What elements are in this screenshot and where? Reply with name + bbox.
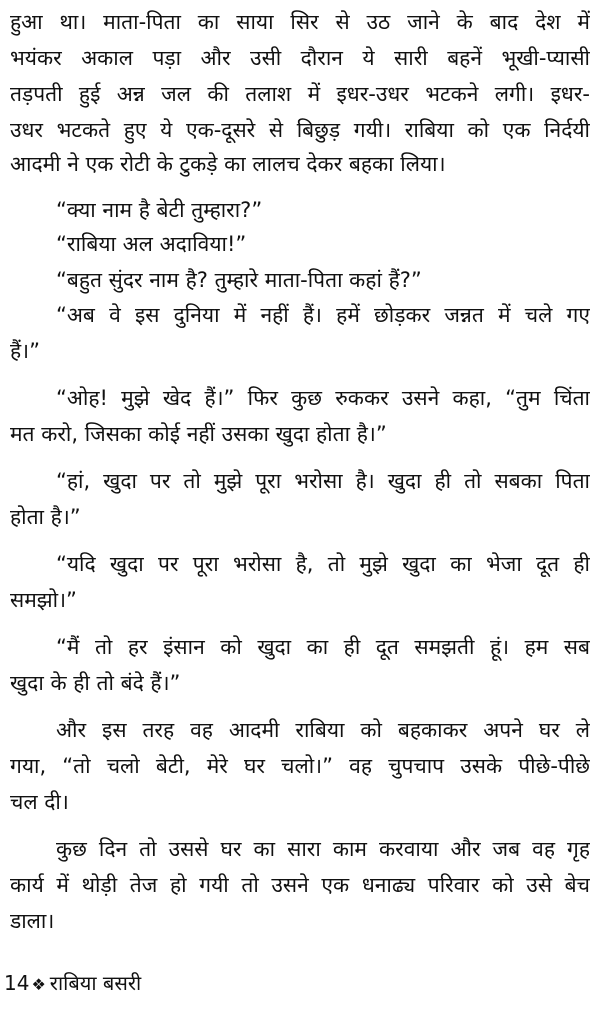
text-line: उधर भटकते हुए ये एक-दूसरे से बिछुड़ गयी। राबिया को एक निर्दयी [10, 118, 590, 142]
text-line: तड़पती हुई अन्न जल की तलाश में इधर-उधर भटकने लगी। इधर- [10, 82, 590, 106]
dialogue-line: “मैं तो हर इंसान को खुदा का ही दूत समझती हूं। हम सब [56, 635, 590, 659]
dialogue-line: “हां, खुदा पर तो मुझे पूरा भरोसा है। खुदा ही तो सबका पिता [56, 469, 590, 493]
dialogue-line: मत करो, जिसका कोई नहीं उसका खुदा होता है।” [10, 422, 387, 446]
dialogue-line: “ओह! मुझे खेद हैं।” फिर कुछ रुककर उसने कहा, “तुम चिंता [56, 386, 590, 410]
page-footer [4, 968, 141, 1000]
book-title: राबिया बसरी [49, 971, 142, 995]
dialogue-line: “बहुत सुंदर नाम है? तुम्हारे माता-पिता कहां हैं?” [56, 268, 422, 292]
text-line: कार्य में थोड़ी तेज हो गयी तो उसने एक धनाढ्य परिवार को उसे बेच [10, 873, 590, 897]
text-line: हुआ था। माता-पिता का साया सिर से उठ जाने के बाद देश में [10, 10, 590, 34]
dialogue-line: खुदा के ही तो बंदे हैं।” [10, 671, 181, 695]
text-line: भयंकर अकाल पड़ा और उसी दौरान ये सारी बहनें भूखी-प्यासी [10, 46, 590, 70]
dialogue-line: “यदि खुदा पर पूरा भरोसा है, तो मुझे खुदा का भेजा दूत ही [56, 552, 590, 576]
diamond-ornament-icon: ❖ [31, 975, 46, 994]
page-number: 14 [4, 971, 30, 995]
dialogue-line: “क्या नाम है बेटी तुम्हारा?” [56, 198, 263, 222]
dialogue-line: हैं।” [10, 339, 40, 363]
dialogue-line: समझो।” [10, 588, 77, 612]
text-line: डाला। [10, 909, 55, 933]
dialogue-line: होता है।” [10, 505, 81, 529]
dialogue-line: “अब वे इस दुनिया में नहीं हैं। हमें छोड़कर जन्नत में चले गए [56, 303, 590, 327]
text-line: गया, “तो चलो बेटी, मेरे घर चलो।” वह चुपचाप उसके पीछे-पीछे [10, 754, 590, 778]
dialogue-line: “राबिया अल अदाविया!” [56, 232, 247, 256]
text-line: चल दी। [10, 790, 69, 814]
text-line: आदमी ने एक रोटी के टुकड़े का लालच देकर बहका लिया। [10, 152, 446, 176]
text-line: कुछ दिन तो उससे घर का सारा काम करवाया और जब वह गृह [56, 837, 590, 861]
text-line: और इस तरह वह आदमी राबिया को बहकाकर अपने घर ले [56, 718, 590, 742]
